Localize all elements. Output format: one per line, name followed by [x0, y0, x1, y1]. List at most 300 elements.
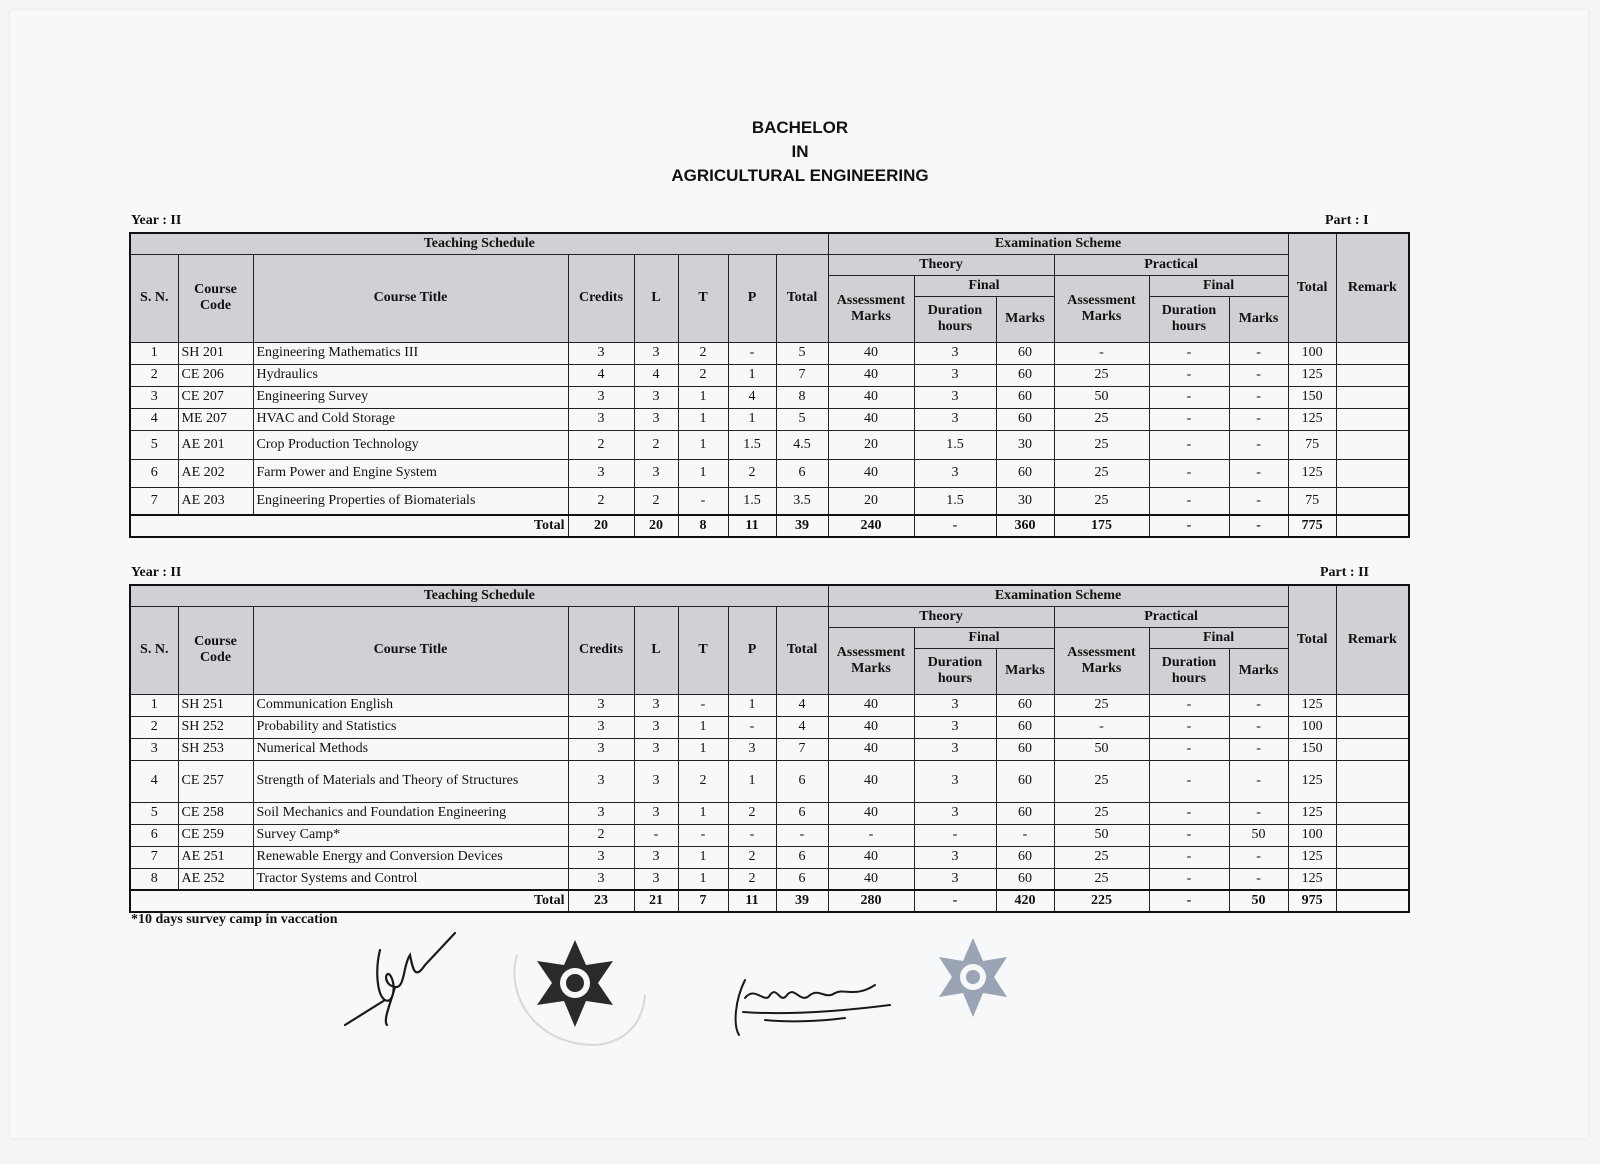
table-row	[130, 342, 1409, 364]
table-cell: 6	[776, 868, 828, 890]
table-cell: 40	[828, 846, 914, 868]
table-cell: -	[1229, 738, 1288, 760]
table-cell: -	[1149, 430, 1229, 459]
table-cell: 3	[568, 459, 634, 487]
table-cell: 3	[634, 386, 678, 408]
table-cell: 1.5	[914, 487, 996, 515]
table-cell: 3	[914, 386, 996, 408]
table-cell: 60	[996, 868, 1054, 890]
table-cell: -	[1229, 716, 1288, 738]
table-cell: -	[1149, 459, 1229, 487]
table-cell: 2	[728, 846, 776, 868]
remark-header: Remark	[1336, 585, 1409, 694]
table-cell: -	[728, 716, 776, 738]
total-cell: 11	[728, 515, 776, 537]
table-cell: 3	[568, 694, 634, 716]
table-cell: 1	[728, 364, 776, 386]
header-row	[130, 606, 1409, 627]
theory-header: Theory	[828, 606, 1054, 627]
table-cell: 1	[678, 430, 728, 459]
table-cell: -	[914, 824, 996, 846]
table-cell: SH 253	[178, 738, 253, 760]
table-cell: 1.5	[728, 487, 776, 515]
table-cell: 150	[1288, 386, 1336, 408]
table-cell: 20	[828, 430, 914, 459]
table-cell: 3	[568, 716, 634, 738]
table-cell: Hydraulics	[253, 364, 568, 386]
table-cell: 4	[776, 716, 828, 738]
table-cell: 3	[634, 802, 678, 824]
table-cell: 60	[996, 760, 1054, 802]
table-cell	[1336, 386, 1409, 408]
table-cell: -	[1229, 846, 1288, 868]
table-cell: 6	[776, 459, 828, 487]
table-cell: 5	[776, 342, 828, 364]
table-cell: Tractor Systems and Control	[253, 868, 568, 890]
total-label: Total	[130, 890, 568, 912]
table-cell: -	[678, 694, 728, 716]
table-cell: 100	[1288, 342, 1336, 364]
table-cell: 2	[678, 760, 728, 802]
year-label-part-1: Year : II	[131, 213, 182, 228]
table-cell: 4	[568, 364, 634, 386]
table-cell: 4	[776, 694, 828, 716]
table-cell: -	[1149, 760, 1229, 802]
table-cell: 3	[568, 846, 634, 868]
table-cell: 25	[1054, 868, 1149, 890]
table-cell: 6	[776, 846, 828, 868]
table-cell: 8	[130, 868, 178, 890]
table-row	[130, 408, 1409, 430]
table-cell	[1336, 868, 1409, 890]
table-cell: 3	[914, 846, 996, 868]
table-cell: 3	[568, 408, 634, 430]
table-cell: 4.5	[776, 430, 828, 459]
grand-total-header: Total	[1288, 585, 1336, 694]
total-cell: 39	[776, 515, 828, 537]
table-cell	[1336, 694, 1409, 716]
table-cell: -	[828, 824, 914, 846]
total-row	[130, 890, 1409, 912]
table-cell: 60	[996, 802, 1054, 824]
table-cell: 125	[1288, 364, 1336, 386]
table-cell: 60	[996, 846, 1054, 868]
table-cell: 1	[678, 408, 728, 430]
table-cell: 100	[1288, 824, 1336, 846]
lecture-header: L	[634, 606, 678, 694]
table-cell: 3	[634, 408, 678, 430]
table-cell: 40	[828, 760, 914, 802]
table-cell: CE 206	[178, 364, 253, 386]
table-cell: CE 258	[178, 802, 253, 824]
table-row	[130, 694, 1409, 716]
table-cell: -	[1229, 868, 1288, 890]
table-cell: 4	[728, 386, 776, 408]
total-cell: 11	[728, 890, 776, 912]
table-cell: 3	[914, 716, 996, 738]
table-cell: -	[1149, 824, 1229, 846]
table-cell: -	[1149, 487, 1229, 515]
total-cell: 420	[996, 890, 1054, 912]
table-cell: 40	[828, 694, 914, 716]
table-cell: -	[1229, 694, 1288, 716]
theory-final-header: Final	[914, 275, 1054, 296]
table-cell: Farm Power and Engine System	[253, 459, 568, 487]
table-cell: 60	[996, 342, 1054, 364]
table-cell: -	[996, 824, 1054, 846]
table-cell: 25	[1054, 487, 1149, 515]
table-cell: Probability and Statistics	[253, 716, 568, 738]
table-cell: -	[728, 824, 776, 846]
theory-final-header: Final	[914, 627, 1054, 648]
table-cell: Strength of Materials and Theory of Structures	[253, 760, 568, 802]
table-cell: AE 252	[178, 868, 253, 890]
practical-final-header: Final	[1149, 275, 1288, 296]
table-cell: -	[1149, 408, 1229, 430]
practical-assessment-header: Assessment Marks	[1054, 275, 1149, 342]
table-cell: -	[1149, 694, 1229, 716]
total-cell	[1336, 890, 1409, 912]
total-cell: 20	[634, 515, 678, 537]
table-cell: 3	[914, 760, 996, 802]
practical-hours-header: P	[728, 606, 776, 694]
table-cell: 60	[996, 738, 1054, 760]
table-cell: 3	[634, 760, 678, 802]
table-cell: 2	[130, 716, 178, 738]
total-cell: 280	[828, 890, 914, 912]
table-cell	[1336, 716, 1409, 738]
heading-line-2: IN	[791, 142, 809, 161]
table-cell: CE 257	[178, 760, 253, 802]
table-cell: 25	[1054, 408, 1149, 430]
table-cell: AE 202	[178, 459, 253, 487]
signature-1	[335, 925, 465, 1035]
table-cell: Crop Production Technology	[253, 430, 568, 459]
table-cell: 1.5	[728, 430, 776, 459]
examination-scheme-header: Examination Scheme	[828, 585, 1288, 606]
table-cell: 2	[678, 342, 728, 364]
table-cell	[1336, 408, 1409, 430]
academic-council-seal	[895, 935, 1065, 1070]
table-cell: 3	[568, 738, 634, 760]
table-cell: 40	[828, 364, 914, 386]
table-cell: -	[1229, 408, 1288, 430]
table-cell: 3	[568, 802, 634, 824]
table-cell: 3	[914, 364, 996, 386]
table-cell: 1.5	[914, 430, 996, 459]
table-cell: 125	[1288, 459, 1336, 487]
total-cell: -	[1149, 515, 1229, 537]
practical-duration-header: Duration hours	[1149, 648, 1229, 694]
table-cell: -	[728, 342, 776, 364]
credits-header: Credits	[568, 606, 634, 694]
table-cell: -	[1229, 459, 1288, 487]
course-title-header: Course Title	[253, 606, 568, 694]
table-cell: 40	[828, 738, 914, 760]
table-cell: 6	[130, 824, 178, 846]
table-cell: 40	[828, 408, 914, 430]
table-cell: Numerical Methods	[253, 738, 568, 760]
table-cell: AE 201	[178, 430, 253, 459]
table-cell: 3	[130, 386, 178, 408]
table-cell: 40	[828, 386, 914, 408]
table-cell: 1	[678, 802, 728, 824]
theory-duration-header: Duration hours	[914, 648, 996, 694]
table-cell: -	[1149, 738, 1229, 760]
table-cell: 25	[1054, 760, 1149, 802]
table-cell: 125	[1288, 802, 1336, 824]
table-cell: SH 252	[178, 716, 253, 738]
credits-header: Credits	[568, 254, 634, 342]
table-cell	[1336, 824, 1409, 846]
sn-header: S. N.	[130, 606, 178, 694]
table-cell: 3	[634, 342, 678, 364]
lecture-header: L	[634, 254, 678, 342]
table-cell: 3	[634, 846, 678, 868]
table-cell	[1336, 430, 1409, 459]
table-cell: 3	[914, 459, 996, 487]
table-cell: -	[1229, 430, 1288, 459]
theory-marks-header: Marks	[996, 296, 1054, 342]
footnote: *10 days survey camp in vaccation	[131, 912, 338, 927]
table-cell: Renewable Energy and Conversion Devices	[253, 846, 568, 868]
table-cell: 6	[776, 802, 828, 824]
total-cell: 23	[568, 890, 634, 912]
table-cell	[1336, 802, 1409, 824]
course-code-header: Course Code	[178, 254, 253, 342]
table-cell: 8	[776, 386, 828, 408]
table-row	[130, 364, 1409, 386]
table-cell: 1	[728, 694, 776, 716]
table-cell: SH 251	[178, 694, 253, 716]
table-cell: 75	[1288, 487, 1336, 515]
table-cell: 3	[634, 459, 678, 487]
table-cell: -	[678, 824, 728, 846]
total-cell: 50	[1229, 890, 1288, 912]
document-heading	[0, 116, 1600, 188]
table-cell: Engineering Survey	[253, 386, 568, 408]
table-cell: 3	[914, 694, 996, 716]
table-cell	[1336, 846, 1409, 868]
table-cell: 25	[1054, 802, 1149, 824]
table-cell	[1336, 738, 1409, 760]
table-cell: 50	[1054, 824, 1149, 846]
table-cell: 5	[130, 802, 178, 824]
practical-duration-header: Duration hours	[1149, 296, 1229, 342]
table-cell: 1	[728, 408, 776, 430]
table-cell: 3	[914, 342, 996, 364]
table-cell: CE 259	[178, 824, 253, 846]
table-cell: 7	[776, 738, 828, 760]
table-cell: 25	[1054, 430, 1149, 459]
table-cell: -	[1054, 342, 1149, 364]
table-cell: -	[1149, 846, 1229, 868]
tutorial-header: T	[678, 606, 728, 694]
table-cell: 40	[828, 868, 914, 890]
table-cell: SH 201	[178, 342, 253, 364]
table-cell: 20	[828, 487, 914, 515]
schedule-table-part-1	[129, 232, 1410, 538]
total-cell: -	[1229, 515, 1288, 537]
table-cell: 2	[728, 459, 776, 487]
table-cell: 2	[678, 364, 728, 386]
hours-total-header: Total	[776, 254, 828, 342]
total-cell: 225	[1054, 890, 1149, 912]
table-row	[130, 487, 1409, 515]
table-cell: Survey Camp*	[253, 824, 568, 846]
table-cell: 25	[1054, 459, 1149, 487]
table-cell: 3	[634, 716, 678, 738]
table-cell: 1	[678, 738, 728, 760]
table-cell: 3	[914, 408, 996, 430]
table-cell: 3	[568, 868, 634, 890]
table-cell: 5	[776, 408, 828, 430]
table-cell: 40	[828, 342, 914, 364]
schedule-table-part-2	[129, 584, 1410, 913]
practical-marks-header: Marks	[1229, 296, 1288, 342]
table-cell: Engineering Properties of Biomaterials	[253, 487, 568, 515]
table-cell: 3.5	[776, 487, 828, 515]
table-row	[130, 716, 1409, 738]
part-label-part-1: Part : I	[1325, 213, 1369, 228]
table-cell: -	[1149, 364, 1229, 386]
heading-line-3: AGRICULTURAL ENGINEERING	[671, 166, 929, 185]
table-cell: AE 203	[178, 487, 253, 515]
table-cell: -	[776, 824, 828, 846]
table-cell: 25	[1054, 364, 1149, 386]
theory-assessment-header: Assessment Marks	[828, 275, 914, 342]
table-cell: 30	[996, 487, 1054, 515]
table-cell	[1336, 342, 1409, 364]
table-cell: -	[1149, 342, 1229, 364]
table-cell: 40	[828, 802, 914, 824]
table-cell: 1	[678, 386, 728, 408]
signature-2	[725, 960, 905, 1050]
table-cell: 3	[634, 868, 678, 890]
table-cell: 50	[1054, 386, 1149, 408]
total-cell: 7	[678, 890, 728, 912]
table-row	[130, 868, 1409, 890]
table-cell: 3	[914, 738, 996, 760]
sn-header: S. N.	[130, 254, 178, 342]
total-cell: 975	[1288, 890, 1336, 912]
table-cell: Soil Mechanics and Foundation Engineering	[253, 802, 568, 824]
table-cell: AE 251	[178, 846, 253, 868]
practical-assessment-header: Assessment Marks	[1054, 627, 1149, 694]
table-cell: 5	[130, 430, 178, 459]
course-code-header: Course Code	[178, 606, 253, 694]
total-cell: 20	[568, 515, 634, 537]
table-cell: 2	[568, 824, 634, 846]
table-cell	[1336, 459, 1409, 487]
table-cell: 2	[568, 487, 634, 515]
table-cell: 3	[914, 802, 996, 824]
table-cell: -	[1054, 716, 1149, 738]
table-cell: 3	[130, 738, 178, 760]
table-row	[130, 459, 1409, 487]
teaching-schedule-header: Teaching Schedule	[130, 585, 828, 606]
table-cell: 125	[1288, 868, 1336, 890]
table-cell: 1	[678, 459, 728, 487]
table-cell: 1	[678, 716, 728, 738]
table-cell: 2	[634, 487, 678, 515]
table-cell: HVAC and Cold Storage	[253, 408, 568, 430]
practical-header: Practical	[1054, 254, 1288, 275]
table-cell: -	[1229, 364, 1288, 386]
header-row	[130, 254, 1409, 275]
practical-header: Practical	[1054, 606, 1288, 627]
table-cell: 1	[678, 868, 728, 890]
table-cell	[1336, 364, 1409, 386]
ioe-seal	[495, 935, 655, 1065]
table-cell: 4	[130, 760, 178, 802]
total-cell: -	[1149, 890, 1229, 912]
total-cell: 775	[1288, 515, 1336, 537]
year-label-part-2: Year : II	[131, 565, 182, 580]
table-cell: 150	[1288, 738, 1336, 760]
table-cell: 3	[634, 738, 678, 760]
table-cell: CE 207	[178, 386, 253, 408]
total-cell: 240	[828, 515, 914, 537]
table-cell: 6	[776, 760, 828, 802]
table-row	[130, 846, 1409, 868]
total-label: Total	[130, 515, 568, 537]
table-cell: 1	[678, 846, 728, 868]
table-cell: 4	[634, 364, 678, 386]
table-cell: -	[1149, 868, 1229, 890]
theory-header: Theory	[828, 254, 1054, 275]
table-cell: 100	[1288, 716, 1336, 738]
total-cell: 360	[996, 515, 1054, 537]
table-cell: 7	[130, 846, 178, 868]
table-cell: 3	[568, 386, 634, 408]
table-row	[130, 760, 1409, 802]
table-cell: 125	[1288, 760, 1336, 802]
table-cell: 2	[568, 430, 634, 459]
table-cell: -	[1229, 342, 1288, 364]
table-cell: 40	[828, 716, 914, 738]
table-cell: 75	[1288, 430, 1336, 459]
course-title-header: Course Title	[253, 254, 568, 342]
header-row	[130, 233, 1409, 254]
practical-final-header: Final	[1149, 627, 1288, 648]
table-cell: 6	[130, 459, 178, 487]
heading-line-1: BACHELOR	[751, 118, 849, 137]
tutorial-header: T	[678, 254, 728, 342]
table-cell: Communication English	[253, 694, 568, 716]
table-cell: 125	[1288, 846, 1336, 868]
total-row	[130, 515, 1409, 537]
table-cell: 3	[914, 868, 996, 890]
table-cell: 2	[728, 868, 776, 890]
table-cell: 50	[1054, 738, 1149, 760]
table-cell: 125	[1288, 694, 1336, 716]
table-cell: -	[634, 824, 678, 846]
table-cell: 60	[996, 408, 1054, 430]
table-row	[130, 824, 1409, 846]
table-cell: 30	[996, 430, 1054, 459]
table-cell: 7	[130, 487, 178, 515]
table-cell: 1	[130, 342, 178, 364]
total-cell: -	[914, 515, 996, 537]
table-cell: 3	[568, 342, 634, 364]
table-cell: 1	[130, 694, 178, 716]
teaching-schedule-header: Teaching Schedule	[130, 233, 828, 254]
table-cell: 3	[728, 738, 776, 760]
table-cell: -	[1149, 716, 1229, 738]
table-cell: 2	[634, 430, 678, 459]
table-cell: 60	[996, 716, 1054, 738]
